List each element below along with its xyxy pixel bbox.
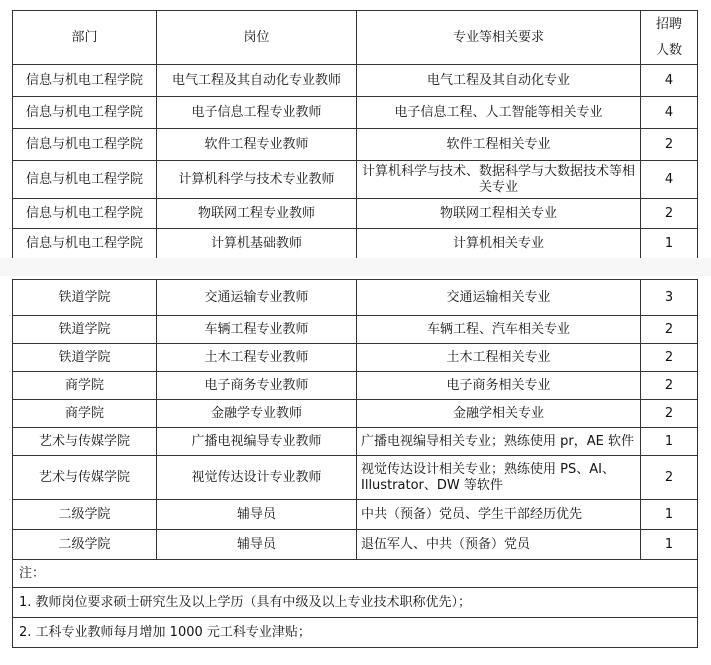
- cell-position: 土木工程专业教师: [157, 344, 357, 372]
- cell-count: 2: [641, 456, 698, 500]
- cell-count: 1: [641, 229, 698, 259]
- cell-position: 软件工程专业教师: [157, 129, 357, 161]
- cell-position: 物联网工程专业教师: [157, 199, 357, 229]
- cell-count: 2: [641, 344, 698, 372]
- table-row: [13, 456, 698, 500]
- cell-position: 辅导员: [157, 530, 357, 560]
- note-item: 2. 工科专业教师每月增加 1000 元工科专业津贴；: [13, 618, 698, 648]
- cell-dept: 信息与机电工程学院: [13, 129, 157, 161]
- cell-count: 1: [641, 530, 698, 560]
- cell-dept: 商学院: [13, 400, 157, 428]
- cell-dept: 艺术与传媒学院: [13, 456, 157, 500]
- cell-requirement: 电气工程及其自动化专业: [357, 65, 641, 97]
- cell-count: 1: [641, 428, 698, 456]
- cell-dept: 信息与机电工程学院: [13, 161, 157, 199]
- cell-dept: 信息与机电工程学院: [13, 229, 157, 259]
- cell-requirement: 电子商务相关专业: [357, 372, 641, 400]
- cell-dept: 信息与机电工程学院: [13, 97, 157, 129]
- cell-dept: 铁道学院: [13, 344, 157, 372]
- recruitment-table-1: [12, 10, 698, 259]
- cell-requirement: 金融学相关专业: [357, 400, 641, 428]
- header-dept: 部门: [13, 11, 157, 65]
- cell-requirement: 计算机相关专业: [357, 229, 641, 259]
- table-row: [13, 129, 698, 161]
- cell-position: 计算机科学与技术专业教师: [157, 161, 357, 199]
- table-row: [13, 400, 698, 428]
- cell-position: 交通运输专业教师: [157, 280, 357, 316]
- cell-count: 3: [641, 280, 698, 316]
- notes-row: [13, 618, 698, 648]
- table-header-row: [13, 11, 698, 65]
- header-count-line2: 人数: [655, 42, 682, 58]
- table-row: [13, 344, 698, 372]
- cell-requirement: 电子信息工程、人工智能等相关专业: [357, 97, 641, 129]
- cell-requirement: 物联网工程相关专业: [357, 199, 641, 229]
- cell-count: 2: [641, 129, 698, 161]
- cell-dept: 铁道学院: [13, 280, 157, 316]
- cell-dept: 艺术与传媒学院: [13, 428, 157, 456]
- cell-requirement: 软件工程相关专业: [357, 129, 641, 161]
- recruitment-table-2: [12, 279, 698, 648]
- cell-requirement: 视觉传达设计相关专业；熟练使用 PS、AI、Illustrator、DW 等软件: [357, 456, 641, 500]
- cell-position: 电气工程及其自动化专业教师: [157, 65, 357, 97]
- cell-position: 辅导员: [157, 500, 357, 530]
- cell-count: 4: [641, 161, 698, 199]
- table-row: [13, 372, 698, 400]
- header-requirement: 专业等相关要求: [357, 11, 641, 65]
- cell-dept: 信息与机电工程学院: [13, 199, 157, 229]
- table-row: [13, 316, 698, 344]
- header-position: 岗位: [157, 11, 357, 65]
- cell-position: 车辆工程专业教师: [157, 316, 357, 344]
- cell-requirement: 交通运输相关专业: [357, 280, 641, 316]
- cell-position: 广播电视编导专业教师: [157, 428, 357, 456]
- cell-requirement: 计算机科学与技术、数据科学与大数据技术等相关专业: [357, 161, 641, 199]
- table-row: [13, 280, 698, 316]
- cell-requirement: 中共（预备）党员、学生干部经历优先: [357, 500, 641, 530]
- cell-count: 1: [641, 500, 698, 530]
- table-row: [13, 97, 698, 129]
- table-row: [13, 530, 698, 560]
- page-gap: [0, 258, 711, 276]
- cell-requirement: 广播电视编导相关专业；熟练使用 pr，AE 软件: [357, 428, 641, 456]
- table-row: [13, 199, 698, 229]
- cell-position: 计算机基础教师: [157, 229, 357, 259]
- cell-position: 金融学专业教师: [157, 400, 357, 428]
- cell-count: 4: [641, 97, 698, 129]
- table-row: [13, 500, 698, 530]
- header-count-line1: 招聘: [655, 16, 682, 32]
- note-item: 1. 教师岗位要求硕士研究生及以上学历（具有中级及以上专业技术职称优先）；: [13, 588, 698, 618]
- notes-title-row: [13, 560, 698, 588]
- cell-count: 2: [641, 316, 698, 344]
- notes-title: 注：: [13, 560, 698, 588]
- cell-count: 2: [641, 400, 698, 428]
- cell-position: 视觉传达设计专业教师: [157, 456, 357, 500]
- notes-row: [13, 588, 698, 618]
- cell-requirement: 退伍军人、中共（预备）党员: [357, 530, 641, 560]
- cell-count: 2: [641, 199, 698, 229]
- cell-dept: 铁道学院: [13, 316, 157, 344]
- cell-requirement: 车辆工程、汽车相关专业: [357, 316, 641, 344]
- cell-count: 2: [641, 372, 698, 400]
- cell-count: 4: [641, 65, 698, 97]
- cell-dept: 二级学院: [13, 530, 157, 560]
- cell-position: 电子信息工程专业教师: [157, 97, 357, 129]
- table-row: [13, 428, 698, 456]
- cell-position: 电子商务专业教师: [157, 372, 357, 400]
- cell-dept: 信息与机电工程学院: [13, 65, 157, 97]
- cell-dept: 商学院: [13, 372, 157, 400]
- cell-requirement: 土木工程相关专业: [357, 344, 641, 372]
- cell-dept: 二级学院: [13, 500, 157, 530]
- table-row: [13, 161, 698, 199]
- table-row: [13, 65, 698, 97]
- table-row: [13, 229, 698, 259]
- header-count: [641, 11, 698, 65]
